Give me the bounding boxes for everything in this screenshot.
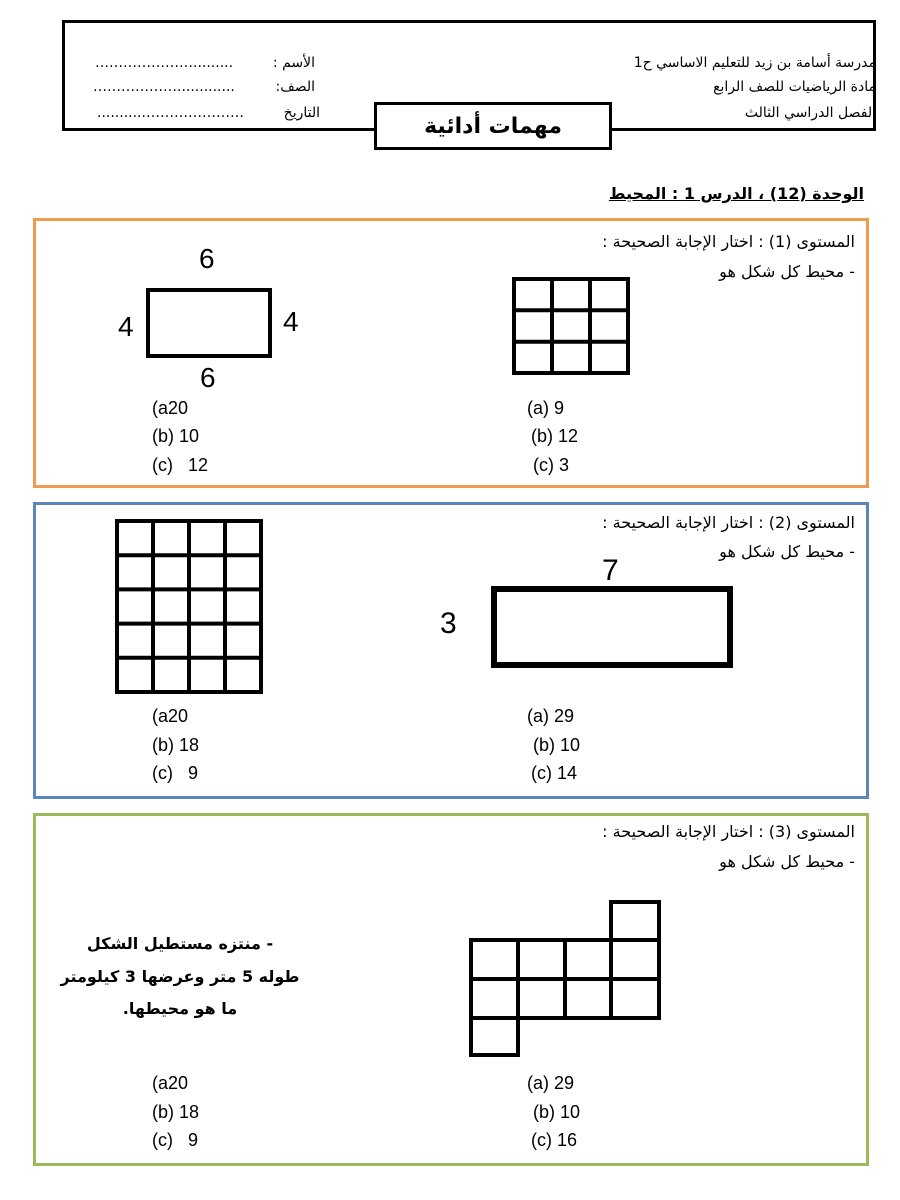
l2-right-option-b[interactable]: (b) 10	[533, 735, 581, 755]
l3-left-option-a[interactable]: (a20	[152, 1073, 189, 1093]
class-field[interactable]: ……………….............	[93, 79, 235, 95]
l3-left-option-c[interactable]: (c) 9	[152, 1130, 199, 1150]
level-2-label: المستوى (2) : اختار الإجابة الصحيحة :	[602, 513, 855, 532]
l2-left-option-b[interactable]: (b) 18	[152, 735, 200, 755]
word-problem-line-3: ما هو محيطها.	[122, 999, 238, 1018]
date-label: التاريخ	[283, 105, 320, 121]
word-problem-line-2: طوله 5 متر وعرضها 3 كيلومتر	[60, 967, 300, 986]
l3-left-option-b[interactable]: (b) 18	[152, 1102, 200, 1122]
rect-bottom-label: 6	[200, 362, 216, 393]
rect2-left-label: 3	[440, 607, 457, 640]
l2-right-option-c[interactable]: (c) 14	[531, 763, 578, 783]
class-label: الصف:	[275, 79, 315, 95]
grid-3x3-shape	[512, 277, 630, 379]
level-3-prompt: - محيط كل شكل هو	[719, 852, 855, 871]
level-1-prompt: - محيط كل شكل هو	[719, 262, 855, 281]
l1-left-option-a[interactable]: (a20	[152, 398, 189, 418]
rectangle-6x4-shape	[146, 288, 272, 358]
school-name: مدرسة أسامة بن زيد للتعليم الاساسي ح1	[633, 55, 876, 71]
subject-line: مادة الرياضيات للصف الرابع	[713, 79, 876, 95]
date-field[interactable]: ...........…………………	[97, 105, 244, 121]
l3-right-option-c[interactable]: (c) 16	[531, 1130, 578, 1150]
level-2-prompt: - محيط كل شكل هو	[719, 542, 855, 561]
l1-left-option-c[interactable]: (c) 12	[152, 455, 209, 475]
grid-4x5-shape	[115, 519, 263, 698]
term-line: الفصل الدراسي الثالث	[744, 105, 876, 121]
name-field[interactable]: ………………….........	[95, 55, 234, 71]
l1-right-option-c[interactable]: (c) 3	[533, 455, 569, 475]
l2-left-option-c[interactable]: (c) 9	[152, 763, 199, 783]
l2-right-option-a[interactable]: (a) 29	[527, 706, 575, 726]
word-problem-line-1: - منتزه مستطيل الشكل	[86, 934, 274, 953]
l1-right-option-a[interactable]: (a) 9	[527, 398, 565, 418]
level-1-label: المستوى (1) : اختار الإجابة الصحيحة :	[602, 232, 855, 251]
l3-right-option-b[interactable]: (b) 10	[533, 1102, 581, 1122]
l1-left-option-b[interactable]: (b) 10	[152, 426, 200, 446]
l3-right-option-a[interactable]: (a) 29	[527, 1073, 575, 1093]
l1-right-option-b[interactable]: (b) 12	[531, 426, 579, 446]
name-label: الأسم :	[272, 55, 315, 71]
rect2-top-label: 7	[602, 554, 619, 587]
rectangle-7x3-shape	[491, 586, 733, 668]
rect-top-label: 6	[199, 243, 215, 274]
rect-left-label: 4	[118, 311, 134, 342]
composite-squares-shape	[469, 900, 663, 1062]
l2-left-option-a[interactable]: (a20	[152, 706, 189, 726]
rect-right-label: 4	[283, 306, 299, 337]
page-title: مهمات أدائية	[374, 102, 612, 150]
unit-heading: الوحدة (12) ، الدرس 1 : المحيط	[608, 184, 864, 203]
level-3-label: المستوى (3) : اختار الإجابة الصحيحة :	[602, 822, 855, 841]
